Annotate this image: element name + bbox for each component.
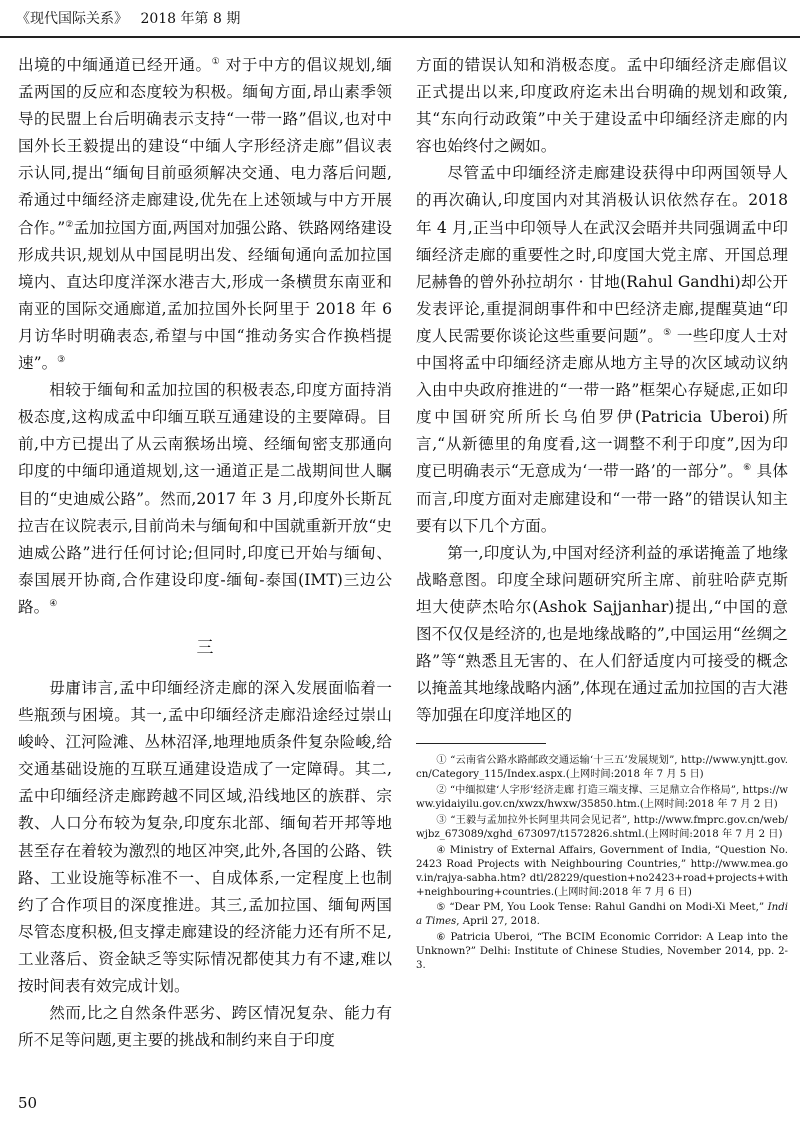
italic-text: India Times — [416, 902, 788, 928]
journal-title: 《现代国际关系》 — [16, 11, 128, 27]
footnotes — [416, 754, 788, 973]
footnote-marker: ① — [211, 56, 221, 67]
footnote: ③ “王毅与孟加拉外长阿里共同会见记者”, http://www.fmprc.gov.cn/web/wjbz_673089/xghd_673097/t1572826.shtml.(上网时间:2018 年 7 月 2 日) — [416, 814, 788, 840]
footnote-marker: ② — [65, 219, 74, 230]
footnote: ⑤ “Dear PM, You Look Tense: Rahul Gandhi on Modi-Xi Meet,” India Times, April 27, 2018. — [416, 902, 788, 928]
paragraph: 方面的错误认知和消极态度。孟中印缅经济走廊倡议正式提出以来,印度政府迄未出台明确的规划和政策,其“东向行动政策”中关于建设孟中印缅经济走廊的内容也始终付之阙如。 — [416, 56, 788, 156]
header-rule — [0, 36, 800, 38]
right-column — [416, 52, 788, 975]
footnote-marker: ④ — [49, 598, 58, 609]
footnote-marker: ③ — [57, 354, 66, 365]
paragraph: 出境的中缅通道已经开通。① 对于中方的倡议规划,缅孟两国的反应和态度较为积极。缅甸方面,昂山素季领导的民盟上台后明确表示支持“一带一路”倡议,也对中国外长王毅提出的建设“中缅人字形经济走廊”倡议表示认同,提出“缅甸目前亟须解决交通、电力落后问题,希通过中缅经济走廊建设,优先在上述领域与中方开展合作。”②孟加拉国方面,两国对加强公路、铁路网络建设形成共识,规划从中国昆明出发、经缅甸通向孟加拉国境内、直达印度洋深水港吉大,形成一条横贯东南亚和南亚的国际交通廊道,孟加拉国外长阿里于 2018 年 6 月访华时明确表态,希望与中国“推动务实合作换档提速”。③ — [18, 56, 392, 373]
footnote: ④ Ministry of External Affairs, Government of India, “Question No. 2423 Road Projects with Neighbouring Countries,” http://www.mea.gov.in/rajya-sabha.htm? dtl/28229/question+no2423+road+projects+with+neighbouring+countries.(上网时间:2018 年 7 月 6 日) — [416, 844, 788, 898]
page-number: 50 — [18, 1094, 38, 1112]
paragraph: 第一,印度认为,中国对经济利益的承诺掩盖了地缘战略意图。印度全球问题研究所主席、前驻哈萨克斯坦大使萨杰哈尔(Ashok Sajjanhar)提出,“中国的意图不仅仅是经济的,也是地缘战略的”,中国运用“丝绸之路”等“熟悉且无害的、在人们舒适度内可接受的概念以掩盖其地缘战略内涵”,体现在通过孟加拉国的吉大港等加强在印度洋地区的 — [416, 543, 788, 725]
footnote: ① “云南省公路水路邮政交通运输‘十三五’发展规划”, http://www.ynjtt.gov.cn/Category_115/Index.aspx.(上网时间:2018 年 7 月 5 日) — [416, 755, 788, 781]
paragraph: 然而,比之自然条件恶劣、跨区情况复杂、能力有所不足等问题,更主要的挑战和制约来自于印度 — [18, 1004, 392, 1050]
issue-number: 2018 年第 8 期 — [140, 11, 241, 27]
footnote-marker: ⑤ — [663, 327, 672, 338]
footnote-marker: ⑥ — [743, 463, 752, 474]
paragraph: 相较于缅甸和孟加拉国的积极表态,印度方面持消极态度,这构成孟中印缅互联互通建设的主要障碍。目前,中方已提出了从云南猴场出境、经缅甸密支那通向印度的中缅印通道规划,这一通道正是二战期间世人瞩目的“史迪威公路”。然而,2017 年 3 月,印度外长斯瓦拉吉在议院表示,目前尚未与缅甸和中国就重新开放“史迪威公路”进行任何讨论;但同时,印度已开始与缅甸、泰国展开协商,合作建设印度-缅甸-泰国(IMT)三边公路。④ — [18, 381, 392, 616]
footnote-rule — [416, 743, 546, 744]
section-heading: 三 — [196, 637, 214, 658]
left-column — [18, 52, 392, 1054]
paragraph: 毋庸讳言,孟中印缅经济走廊的深入发展面临着一些瓶颈与困境。其一,孟中印缅经济走廊沿途经过崇山峻岭、江河险滩、丛林沼泽,地理地质条件复杂险峻,给交通基础设施的互联互通建设造成了一定障碍。其二,孟中印缅经济走廊跨越不同区域,沿线地区的族群、宗教、人口分布较为复杂,印度东北部、缅甸若开邦等地甚至存在着较为激烈的地区冲突,此外,各国的公路、铁路、工业设施等标准不一、自成体系,一定程度上也制约了合作项目的深度推进。其三,孟加拉国、缅甸两国尽管态度积极,但支撑走廊建设的经济能力还有所不足,工业落后、资金缺乏等实际情况都使其力有不逮,难以按时间表有效完成计划。 — [18, 678, 392, 995]
running-header — [16, 8, 240, 28]
footnote: ② “中缅拟建‘人字形’经济走廊 打造三端支撑、三足鼎立合作格局”, https://www.yidaiyilu.gov.cn/xwzx/hwxw/35850.htm.(上网时间:2018 年 7 月 2 日) — [416, 785, 788, 811]
paragraph: 尽管孟中印缅经济走廊建设获得中印两国领导人的再次确认,印度国内对其消极认识依然存在。2018 年 4 月,正当中印领导人在武汉会晤并共同强调孟中印缅经济走廊的重要性之时,印度国大党主席、开国总理尼赫鲁的曾外孙拉胡尔 · 甘地(Rahul Gandhi)却公开发表评论,重提洞朗事件和中巴经济走廊,提醒莫迪“印度人民需要你谈论这些重要问题”。⑤ 一些印度人士对中国将孟中印缅经济走廊从地方主导的次区域动议纳入由中央政府推进的“一带一路”框架心存疑虑,正如印度中国研究所所长乌伯罗伊(Patricia Uberoi)所言,“从新德里的角度看,这一调整不利于印度”,因为印度已明确表示“无意成为‘一带一路’的一部分”。⑥ 具体而言,印度方面对走廊建设和“一带一路”的错误认知主要有以下几个方面。 — [416, 164, 788, 535]
footnote: ⑥ Patricia Uberoi, “The BCIM Economic Corridor: A Leap into the Unknown?” Delhi: Institute of Chinese Studies, November 2014, pp. 2-3. — [416, 932, 788, 972]
